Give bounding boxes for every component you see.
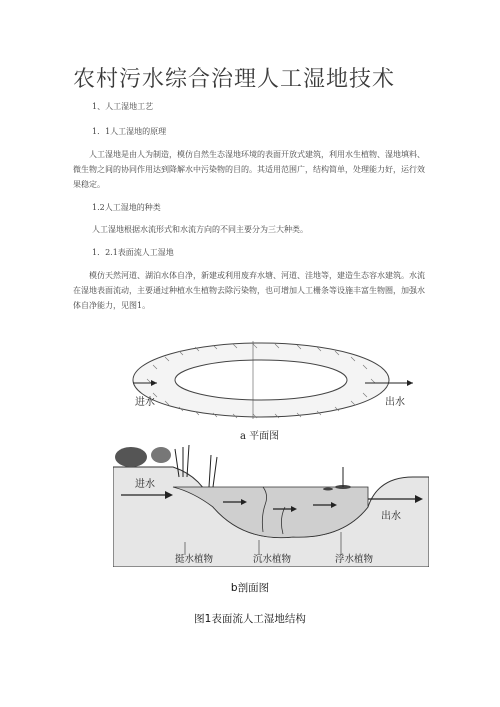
document-title: 农村污水综合治理人工湿地技术 (73, 67, 396, 92)
plan-inlet-label: 进水 (135, 397, 155, 408)
plan-outlet-arrow (407, 380, 413, 386)
paragraph-types: 人工湿地根据水流形式和水流方向的不同主要分为三大种类。 (92, 225, 308, 234)
wetland-diagram (113, 327, 429, 567)
plan-view (133, 341, 413, 419)
plan-inner-ellipse (175, 360, 347, 400)
section-heading-1-2-1: 1．2.1表面流人工湿地 (92, 248, 174, 257)
emergent-plant-label: 挺水植物 (175, 554, 214, 565)
section-heading-1-2: 1.2人工湿地的种类 (92, 203, 161, 212)
plan-outlet-label: 出水 (385, 397, 405, 408)
figure-caption: 图1表面流人工湿地结构 (194, 613, 306, 625)
section-inlet-label: 进水 (135, 479, 155, 490)
shrub-left (115, 447, 147, 467)
section-heading-1-1: 1．1人工湿地的原理 (92, 127, 167, 136)
section-heading-1: 1、人工湿地工艺 (92, 102, 154, 111)
submerged-plant-label: 沉水植物 (253, 554, 292, 565)
figure-subcaption-b: b剖面图 (230, 582, 270, 594)
wetland-figure (113, 327, 429, 567)
shrub-left-2 (151, 447, 171, 463)
plan-view-caption: a 平面图 (240, 431, 280, 442)
paragraph-principle: 人工湿地是由人为制造，模仿自然生态湿地环境的表面开放式建筑，利用水生植物、湿地填料、微生物之间的协同作用达到降解水中污染物的目的。其适用范围广，结构简单，处理能力好，运行效果稳定。 (73, 150, 425, 189)
section-outlet-label: 出水 (381, 511, 401, 522)
section-view (113, 445, 429, 567)
paragraph-surface-flow: 模仿天然河道、湖泊水体自净，新建或利用废弃水塘、河道、洼地等，建造生态容水建筑。水流在湿地表面流动，主要通过种植水生植物去除污染物，也可增加人工栅条等设施丰富生物圈，加强水体自净能力，见图1。 (73, 271, 425, 310)
floating-plant-label: 浮水植物 (335, 554, 374, 565)
